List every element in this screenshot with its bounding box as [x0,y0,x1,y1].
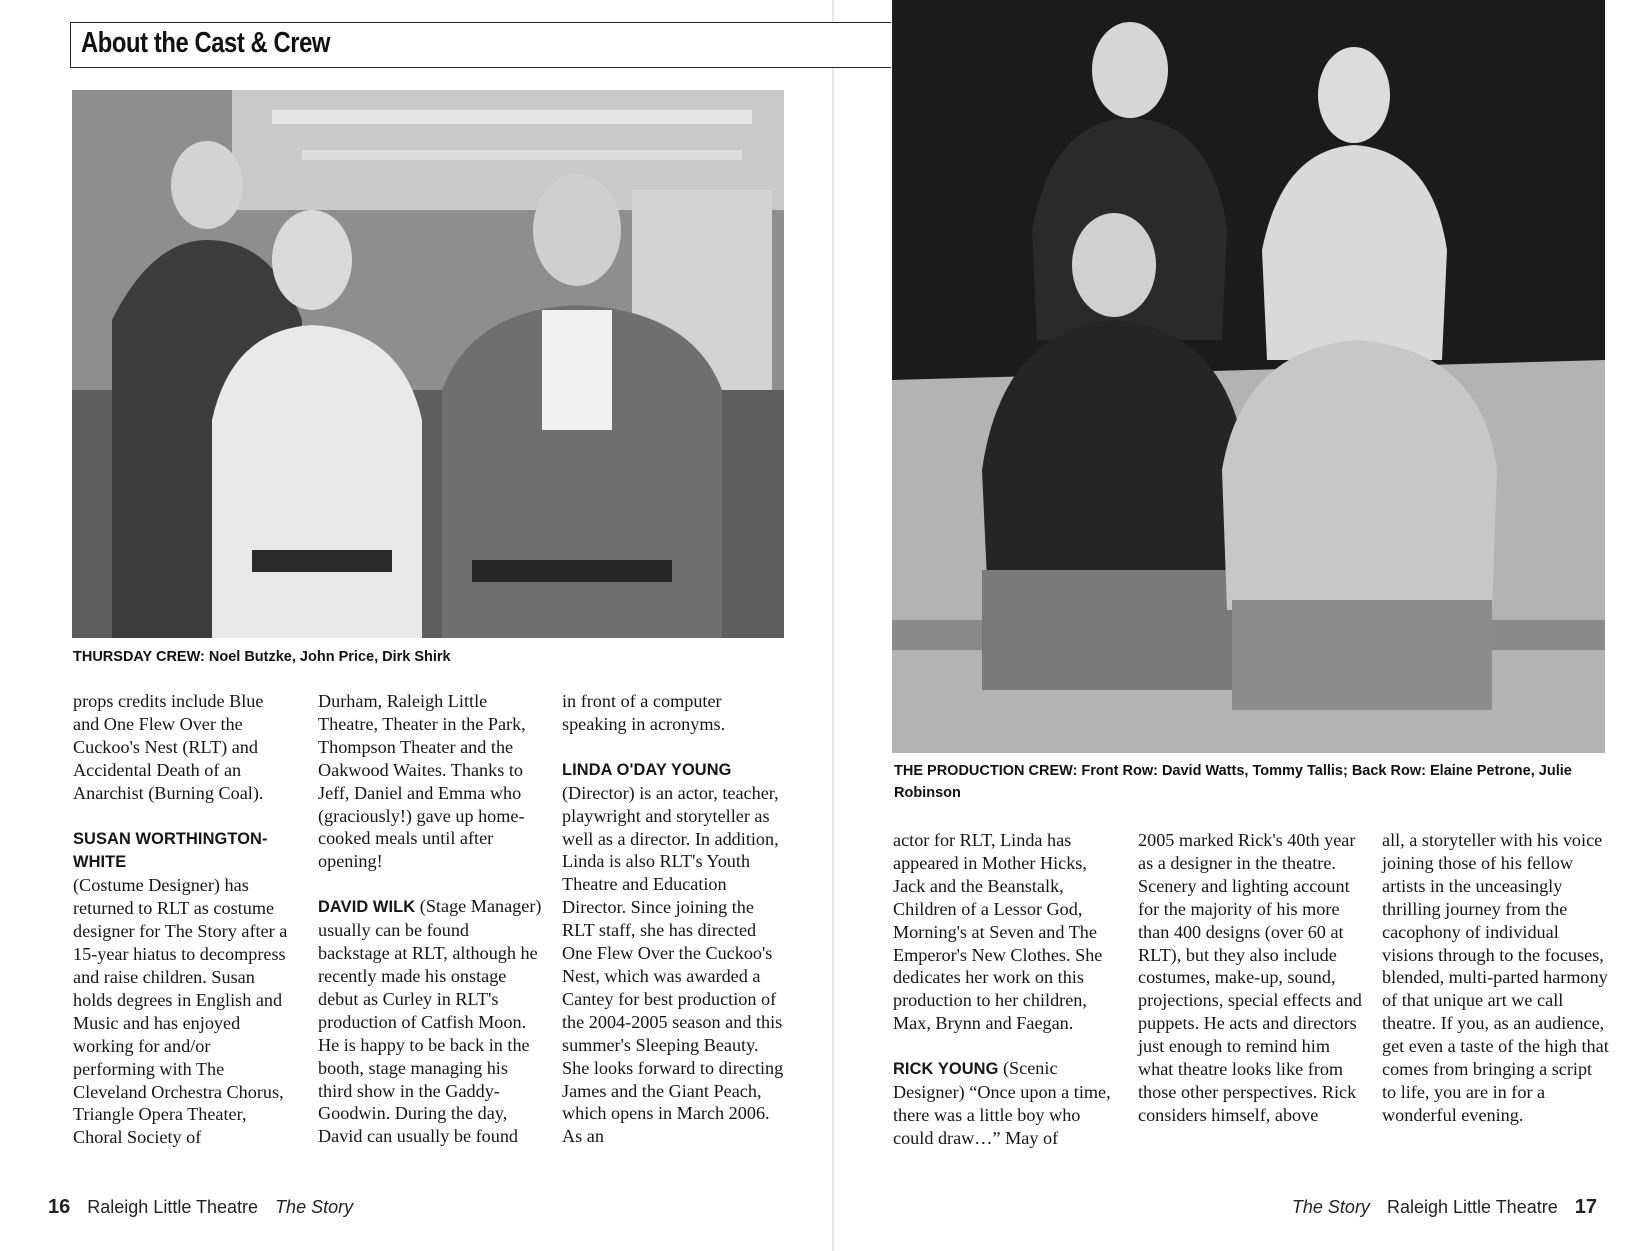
footer-publication: Raleigh Little Theatre [1386,1197,1558,1217]
production-crew-caption: THE PRODUCTION CREW: Front Row: David Watts, Tommy Tallis; Back Row: Elaine Petrone, Julie Robinson [894,763,1572,801]
thursday-crew-caption: THURSDAY CREW: Noel Butzke, John Price, Dirk Shirk [73,649,451,665]
page-number: 16 [48,1196,71,1218]
thursday-crew-illustration [72,90,784,638]
bio-name: RICK YOUNG [893,1060,999,1079]
column-4 [893,829,1121,1150]
bio-name: DAVID WILK [318,898,416,917]
paragraph-rick-closing: all, a storyteller with his voice joining those of his fellow artists in the unceasingly thrilling journey from the cacophony of individual visions through to the focuses, blended, multi-parted harmony of that unique art we call theatre. If you, as an audience, get even a taste of the high that comes from bringing a script to life, you are in for a wonderful evening. [1382,830,1609,1125]
paragraph-david-continued: in front of a computer speaking in acronyms. [562,691,726,734]
paragraph-susan-continued: Durham, Raleigh Little Theatre, Theater in the Park, Thompson Theater and the Oakwood Waites. Thanks to Jeff, Daniel and Emma who (graciously!) gave up home-cooked meals until after opening! [318,691,526,872]
footer-title: The Story [1291,1197,1370,1217]
thursday-crew-photo [72,90,784,638]
production-crew-photo [892,0,1605,753]
bio-rick-young: RICK YOUNG (Scenic Designer) “Once upon a time, there was a little boy who could draw…” May of [893,1058,1111,1148]
page-number: 17 [1574,1196,1597,1218]
section-title: About the Cast & Crew [81,27,331,59]
production-crew-illustration [892,0,1605,753]
footer-title: The Story [275,1197,354,1217]
bio-susan-worthington-white: SUSAN WORTHINGTON-WHITE (Costume Designer) has returned to RLT as costume designer for The Story after a 15-year hiatus to decompress and raise children. Susan holds degrees in English and Music and has enjoyed working for and/or performing with The Cleveland Orchestra Chorus, Triangle Opera Theater, Choral Society of [73,829,288,1148]
column-1 [73,690,288,1149]
bio-name: LINDA O'DAY YOUNG [562,760,732,779]
bio-david-wilk: DAVID WILK (Stage Manager) usually can be found backstage at RLT, although he recently made his onstage debut as Curley in RLT's production of Catfish Moon. He is happy to be back in the booth, stage managing his third show in the Gaddy-Goodwin. During the day, David can usually be found [318,896,542,1147]
page-footer-right [1292,1196,1597,1219]
bio-linda-oday-young: LINDA O'DAY YOUNG (Director) is an actor, teacher, playwright and storyteller as well as a director. In addition, Linda is also RLT's Youth Theatre and Education Director. Since joining the RLT staff, she has directed One Flew Over the Cuckoo's Nest, which was awarded a Cantey for best production of the 2004-2005 season and this summer's Sleeping Beauty. She looks forward to directing James and the Giant Peach, which opens in March 2006. As an [562,760,784,1147]
paragraph-props-credits: props credits include Blue and One Flew Over the Cuckoo's Nest (RLT) and Accidental Death of an Anarchist (Burning Coal). [73,691,264,803]
column-2 [318,690,543,1148]
page-footer-left [48,1196,353,1219]
column-5 [1138,829,1366,1127]
footer-publication: Raleigh Little Theatre [87,1197,259,1217]
section-header [70,22,891,68]
bio-name: SUSAN WORTHINGTON-WHITE [73,829,268,872]
column-3 [562,690,787,1148]
column-6 [1382,829,1610,1127]
paragraph-linda-continued: actor for RLT, Linda has appeared in Mother Hicks, Jack and the Beanstalk, Children of a Lessor God, Morning's at Seven and The Emperor's New Clothes. She dedicates her work on this production to her children, Max, Brynn and Faegan. [893,830,1103,1034]
paragraph-rick-continued: 2005 marked Rick's 40th year as a designer in the theatre. Scenery and lighting account for the majority of his more than 400 designs (over 60 at RLT), but they also include costumes, make-up, sound, projections, special effects and puppets. He acts and directors just enough to remind him what theatre looks like from those other perspectives. Rick considers himself, above [1138,830,1362,1125]
